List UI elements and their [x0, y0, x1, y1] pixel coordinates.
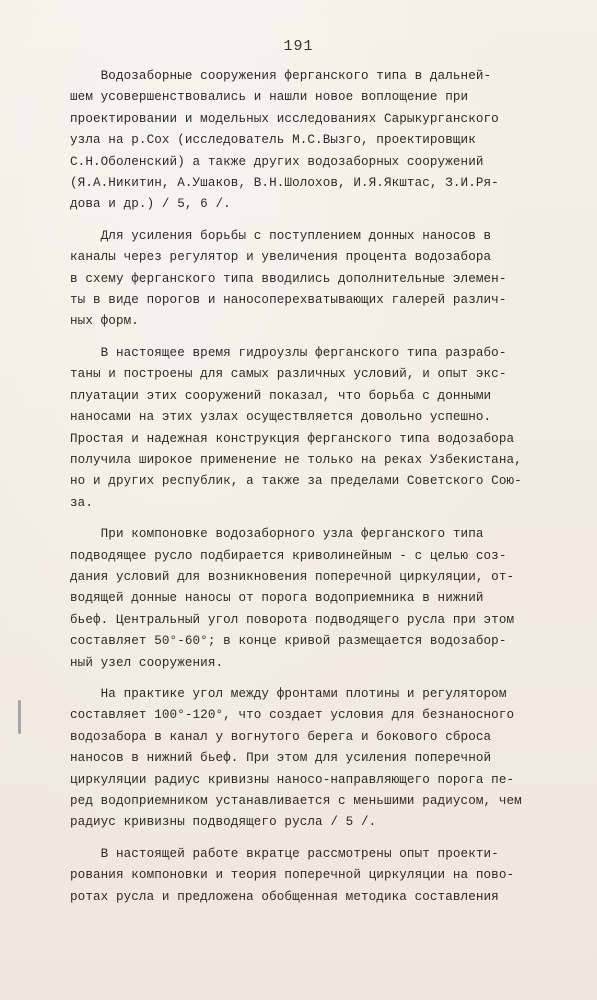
- paragraph-6: [70, 844, 560, 908]
- text-line: дания условий для возникновения поперечной циркуляции, от-: [70, 569, 515, 584]
- page-number: 191: [283, 38, 314, 55]
- paragraph-2: [70, 226, 560, 333]
- text-line: В настоящей работе вкратце рассмотрены опыт проекти-: [70, 846, 499, 861]
- text-line: получила широкое применение не только на реках Узбекистана,: [70, 452, 522, 467]
- text-line: но и других республик, а также за пределами Советского Сою-: [70, 474, 522, 489]
- text-line: дова и др.) / 5, 6 /.: [70, 197, 231, 212]
- text-line: за.: [70, 495, 93, 510]
- text-line: водящей донные наносы от порога водоприемника в нижний: [70, 591, 484, 606]
- text-line: При компоновке водозаборного узла ферганского типа: [70, 527, 484, 542]
- text-line: бьеф. Центральный угол поворота подводящего русла при этом: [70, 612, 515, 627]
- text-line: наносами на этих узлах осуществляется довольно успешно.: [70, 410, 492, 425]
- body-text: [70, 66, 560, 918]
- text-line: На практике угол между фронтами плотины и регулятором: [70, 686, 507, 701]
- text-line: В настоящее время гидроузлы ферганского типа разрабо-: [70, 345, 507, 360]
- text-line: таны и построены для самых различных условий, и опыт экс-: [70, 367, 507, 382]
- text-line: С.Н.Оболенский) а также других водозаборных сооружений: [70, 154, 484, 169]
- text-line: ред водоприемником устанавливается с меньшими радиусом, чем: [70, 794, 522, 808]
- paragraph-3: [70, 343, 560, 514]
- text-line: рования компоновки и теория поперечной циркуляции на пово-: [70, 868, 515, 883]
- text-line: составляет 100°-120°, что создает условия для безнаносного: [70, 708, 515, 723]
- text-line: каналы через регулятор и увеличения процента водозабора: [70, 250, 492, 265]
- text-line: проектировании и модельных исследованиях Сарыкурганского: [70, 111, 499, 126]
- text-line: подводящее русло подбирается криволинейным - с целью соз-: [70, 548, 507, 563]
- text-line: составляет 50°-60°; в конце кривой размещается водозабор-: [70, 634, 507, 649]
- text-line: в схему ферганского типа вводились дополнительные элемен-: [70, 271, 507, 286]
- text-line: ты в виде порогов и наносоперехватывающих галерей различ-: [70, 293, 507, 308]
- text-line: радиус кривизны подводящего русла / 5 /.: [70, 815, 377, 830]
- paragraph-4: [70, 524, 560, 674]
- text-line: Водозаборные сооружения ферганского типа в дальней-: [70, 69, 492, 83]
- text-line: ный узел сооружения.: [70, 655, 224, 670]
- text-line: водозабора в канал у вогнутого берега и бокового сброса: [70, 729, 492, 744]
- text-line: узла на р.Сох (исследователь М.С.Вызго, проектировщик: [70, 133, 476, 148]
- paragraph-1: [70, 66, 560, 216]
- text-line: наносов в нижний бьеф. При этом для усиления поперечной: [70, 751, 492, 766]
- text-line: (Я.А.Никитин, А.Ушаков, В.Н.Шолохов, И.Я.Якштас, З.И.Ря-: [70, 176, 499, 191]
- text-line: Для усиления борьбы с поступлением донных наносов в: [70, 228, 492, 243]
- text-line: ных форм.: [70, 314, 139, 329]
- text-line: циркуляции радиус кривизны наносо-направляющего порога пе-: [70, 772, 515, 787]
- margin-pencil-mark: [18, 700, 21, 734]
- text-line: шем усовершенствовались и нашли новое воплощение при: [70, 90, 469, 105]
- text-line: ротах русла и предложена обобщенная методика составления: [70, 889, 499, 904]
- text-line: Простая и надежная конструкция ферганского типа водозабора: [70, 431, 515, 446]
- paragraph-5: [70, 684, 560, 834]
- text-line: плуатации этих сооружений показал, что борьба с донными: [70, 388, 492, 403]
